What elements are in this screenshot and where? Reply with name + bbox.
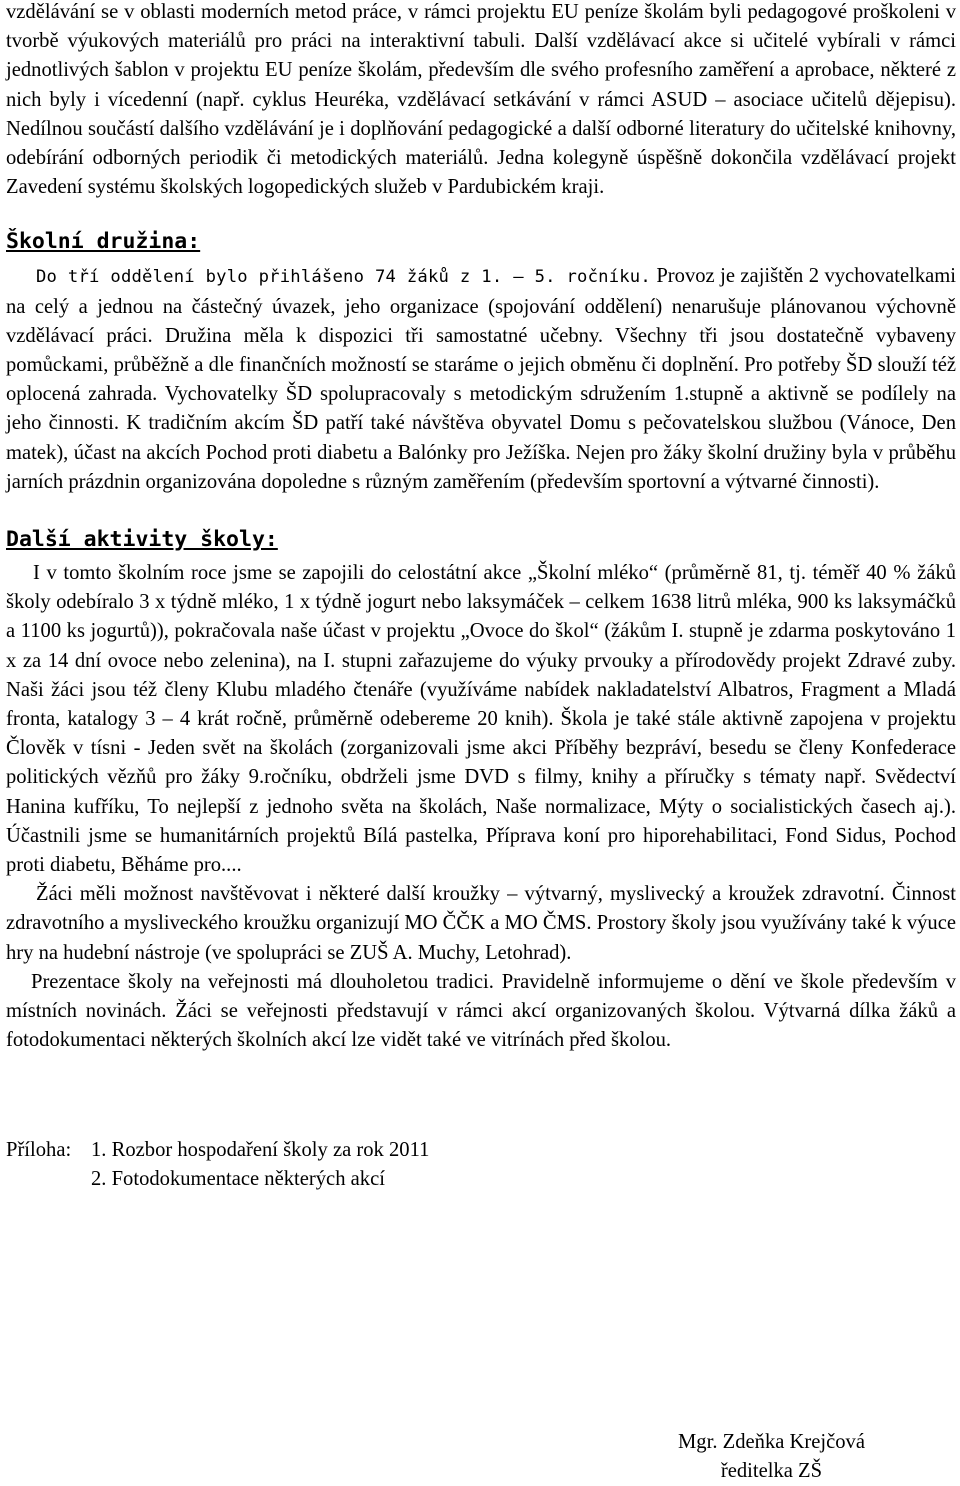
intro-paragraph: vzdělávání se v oblasti moderních metod práce, v rámci projektu EU peníze školám byli pedagogové proškoleni v tvorbě výukových materiálů pro práci na interaktivní tabuli. Další vzdělávací akce si učitelé vybírali v rámci jednotlivých šablon v projektu EU peníze školám, především dle svého profesního zaměření a aprobace, některé z nich byly i vícedenní (např. cyklus Heuréka, vzdělávací setkávání v rámci ASUD – asociace učitelů dějepisu). Nedílnou součástí dalšího vzdělávání je i doplňování pedagogické a další odborné literatury do učitelské knihovny, odebírání odborných periodik či metodických materiálů. Jedna kolegyně úspěšně dokončila vzdělávací projekt Zavedení systému školských logopedických služeb v Pardubickém kraji. <box>6 1 956 199</box>
school-club-paragraph <box>6 262 956 497</box>
signature-name: Mgr. Zdeňka Krejčová <box>678 1431 865 1453</box>
attachment-item-1: 1. Rozbor hospodaření školy za rok 2011 <box>91 1138 430 1161</box>
other-activities-paragraph-3: Prezentace školy na veřejnosti má dlouholetou tradici. Pravidelně informujeme o dění ve škole především v místních novinách. Žáci se veřejnosti představují v rámci akcí organizovaných školou. Výtvarná dílka žáků a fotodokumentaci některých školních akcí lze vidět také ve vitrínách před školou. <box>6 970 956 1052</box>
attachment-row <box>6 1136 956 1165</box>
attachment-item-2: 2. Fotodokumentace některých akcí <box>91 1167 385 1190</box>
other-activities-paragraph-1: I v tomto školním roce jsme se zapojili do celostátní akce „Školní mléko“ (průměrně 81, tj. téměř 40 % žáků školy odebíralo 3 x týdně mléko, 1 x týdně jogurt nebo laksymáček – celkem 1638 litrů mléka, 900 ks laksymáčků a 1100 ks jogurtů)), pokračovala naše účast v projektu „Ovoce do škol“ (žákům I. stupně je zdarma poskytováno 1 x za 14 dní ovoce nebo zelenina), na I. stupni zařazujeme do výuky prvouky a přírodovědy projekt Zdravé zuby. Naši žáci jsou též členy Klubu mladého čtenáře (využíváme nabídek nakladatelství Albatros, Fragment a Mladá fronta, katalogy 3 – 4 krát ročně, průměrně odebereme 20 knih). Škola je také stále aktivně zapojena v projektu Člověk v tísni - Jeden svět na školách (zorganizovali jsme akci Příběhy bezpráví, besedu se členy Konfederace politických vězňů pro žáky 9.ročníku, obdrželi jsme DVD s filmy, knihy a příručky s tématy např. Svědectví Hanina kufříku, To nejlepší z jednoho světa na školách, Naše normalizace, Mýty o socialistických časech aj.). Účastnili jsme se humanitárních projektů Bílá pastelka, Příprava koní pro hiporehabilitaci, Fond Sidus, Pochod proti diabetu, Běháme pro.... <box>6 562 956 877</box>
signature-block <box>678 1428 865 1486</box>
school-club-heading: Školní družina: <box>6 229 201 255</box>
other-activities-paragraph-2: Žáci měli možnost navštěvovat i některé další kroužky – výtvarný, myslivecký a kroužek zdravotní. Činnost zdravotního a mysliveckého kroužku organizují MO ČČK a MO ČMS. Prostory školy jsou využívány také k výuce hry na hudební nástroje (ve spolupráci se ZUŠ A. Muchy, Letohrad). <box>6 883 956 964</box>
attachments-label: Příloha: <box>6 1138 72 1161</box>
signature-title: ředitelka ZŠ <box>720 1460 823 1483</box>
school-club-lead: Do tří oddělení bylo přihlášeno 74 žáků z 1. – 5. ročníku. <box>36 267 651 288</box>
attachment-row <box>6 1165 956 1194</box>
attachments-block <box>6 1136 956 1194</box>
other-activities-heading: Další aktivity školy: <box>6 527 278 553</box>
school-club-body: Provoz je zajištěn 2 vychovatelkami na celý a jednou na částečný úvazek, jeho organizace (spojování oddělení) nenarušuje plánovanou výchovně vzdělávací práci. Družina měla k dispozici tři samostatné učebny. Všechny tři jsou dostatečně vybaveny pomůckami, průběžně a dle finančních možností se staráme o jejich obměnu či doplnění. Pro potřeby ŠD slouží též oplocená zahrada. Vychovatelky ŠD spolupracovaly s metodickým sdružením 1.stupně a aktivně se podílely na jeho činnosti. K tradičním akcím ŠD patří také návštěva obyvatel Domu s pečovatelskou službou (Vánoce, Den matek), účast na akcích Pochod proti diabetu a Balónky pro Ježíška. Nejen pro žáky školní družiny byla v průběhu jarních prázdnin organizována dopoledne s různým zaměřením (především sportovní a výtvarné činnosti). <box>6 265 956 493</box>
document-page <box>6 0 956 1194</box>
